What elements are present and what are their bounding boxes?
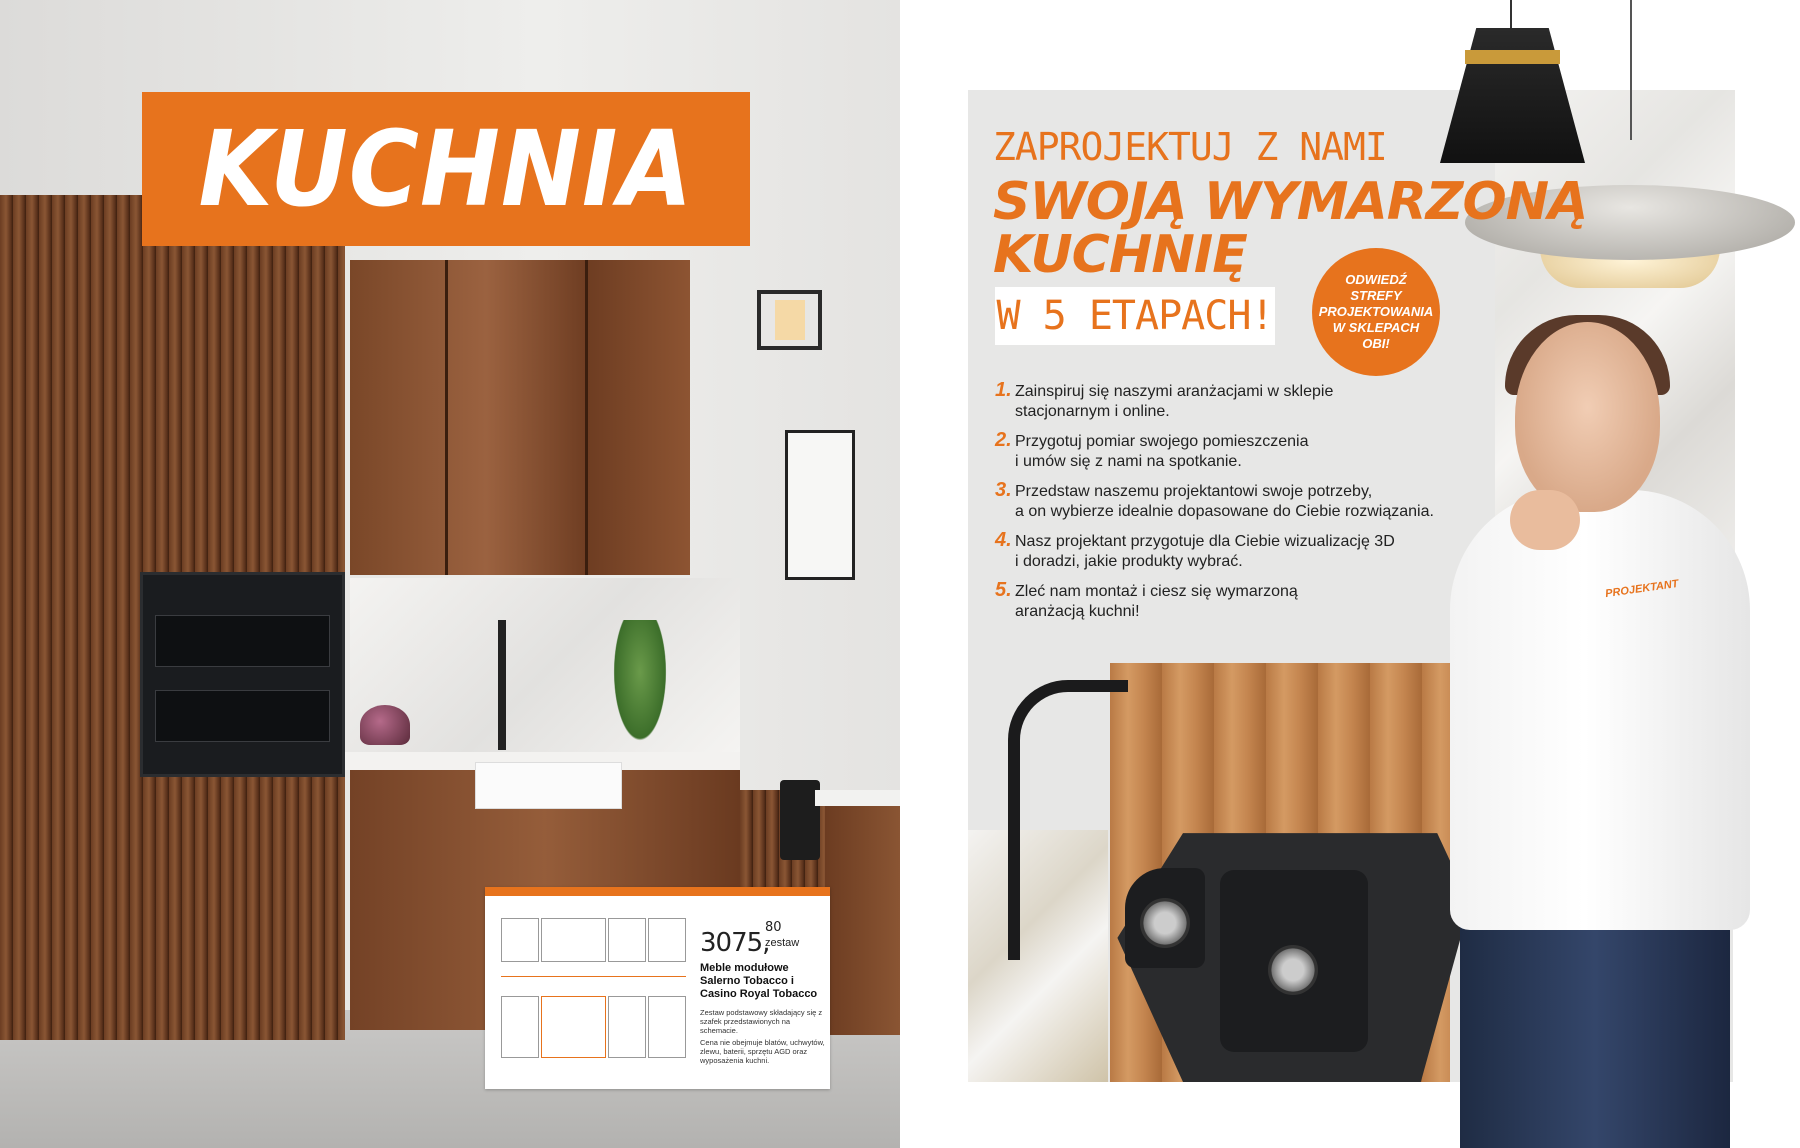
built-in-oven <box>140 572 345 777</box>
badge-line: PROJEKTOWANIA <box>1318 304 1434 319</box>
black-faucet <box>1008 680 1128 960</box>
upper-cabinets <box>350 260 690 575</box>
sink-drain <box>1268 945 1318 995</box>
product-note: Cena nie obejmuje blatów, uchwytów, zlewu, baterii, sprzętu AGD oraz wyposażenia kuchni. <box>700 1038 825 1065</box>
cabinet-seam <box>585 260 588 575</box>
schematic-cabinet <box>648 918 686 962</box>
step-text: Przedstaw naszemu projektantowi swoje potrzeby, <box>1015 483 1373 500</box>
kuchnia-banner <box>142 92 750 246</box>
step-item <box>995 479 1475 522</box>
shirt-label: PROJEKTANT <box>1604 577 1680 601</box>
step-text: i umów się z nami na spotkanie. <box>1015 453 1242 470</box>
island-top <box>815 790 900 806</box>
step-item <box>995 379 1475 422</box>
step-text: Nasz projektant przygotuje dla Ciebie wizualizację 3D <box>1015 533 1395 550</box>
step-item <box>995 429 1475 472</box>
fruit-bowl <box>360 705 410 745</box>
plant <box>610 620 670 750</box>
schematic-oven <box>541 996 606 1058</box>
price-value: 3075, <box>700 928 770 958</box>
badge-line: W SKLEPACH <box>1332 320 1420 335</box>
schematic-cabinet <box>541 918 606 962</box>
lamp-gold-ring <box>1465 50 1560 64</box>
step-text: a on wybierze idealnie dopasowane do Ciebie rozwiązania. <box>1015 503 1434 520</box>
product-name: Meble modułowe Salerno Tobacco i Casino Royal Tobacco <box>700 962 818 1000</box>
step-number: 1. <box>995 379 1012 401</box>
visit-badge-text <box>1319 272 1434 352</box>
sink-drain <box>1140 898 1190 948</box>
step-text: Zainspiruj się naszymi aranżacjami w sklepie <box>1015 383 1334 400</box>
product-note: Zestaw podstawowy składający się z szafek przedstawionych na schemacie. <box>700 1008 823 1035</box>
designer-shirt <box>1450 490 1750 930</box>
schematic-cabinet <box>648 996 686 1058</box>
designer-hand <box>1510 490 1580 550</box>
visit-badge[interactable] <box>1312 248 1440 376</box>
stages-text: W 5 ETAPACH! <box>996 293 1274 339</box>
pendant-cord <box>1510 0 1512 30</box>
oven-door-upper <box>155 615 330 667</box>
product-card[interactable] <box>485 887 830 1089</box>
price-unit: zestaw <box>765 937 800 949</box>
step-number: 5. <box>995 579 1012 601</box>
step-number: 3. <box>995 479 1012 501</box>
designer-jeans <box>1460 900 1730 1148</box>
badge-line: OBI! <box>1362 336 1390 351</box>
step-text: Zleć nam montaż i ciesz się wymarzoną <box>1015 583 1298 600</box>
badge-line: ODWIEDŹ <box>1345 272 1407 287</box>
step-text: stacjonarnym i online. <box>1015 403 1170 420</box>
badge-line: STREFY <box>1350 288 1402 303</box>
sink <box>475 762 622 809</box>
price-decimal: 80 <box>765 920 782 935</box>
step-text: Przygotuj pomiar swojego pomieszczenia <box>1015 433 1309 450</box>
designer-face <box>1515 322 1660 512</box>
cabinet-seam <box>445 260 448 575</box>
step-item <box>995 579 1475 622</box>
headline-line-1: ZAPROJEKTUJ Z NAMI <box>993 125 1387 169</box>
utensil-holder <box>780 780 820 860</box>
schematic-cabinet <box>608 996 646 1058</box>
stages-box <box>995 287 1275 345</box>
schematic-cabinet <box>501 996 539 1058</box>
banner-title: KUCHNIA <box>198 108 694 230</box>
schematic-cabinet <box>608 918 646 962</box>
schematic-cabinet <box>501 918 539 962</box>
kitchen-tap <box>498 620 506 750</box>
step-text: i doradzi, jakie produkty wybrać. <box>1015 553 1243 570</box>
picture-frame <box>785 430 855 580</box>
step-item <box>995 529 1475 572</box>
pendant-cord <box>1630 0 1632 140</box>
kitchen-island <box>825 795 900 1035</box>
step-text: aranżacją kuchni! <box>1015 603 1140 620</box>
step-number: 4. <box>995 529 1012 551</box>
oven-door-lower <box>155 690 330 742</box>
step-number: 2. <box>995 429 1012 451</box>
wall-lamp <box>757 290 822 350</box>
headline-line-3: KUCHNIĘ <box>993 225 1247 285</box>
headline-line-2: SWOJĄ WYMARZONĄ <box>993 172 1588 232</box>
schematic-dimension-line <box>501 976 686 977</box>
